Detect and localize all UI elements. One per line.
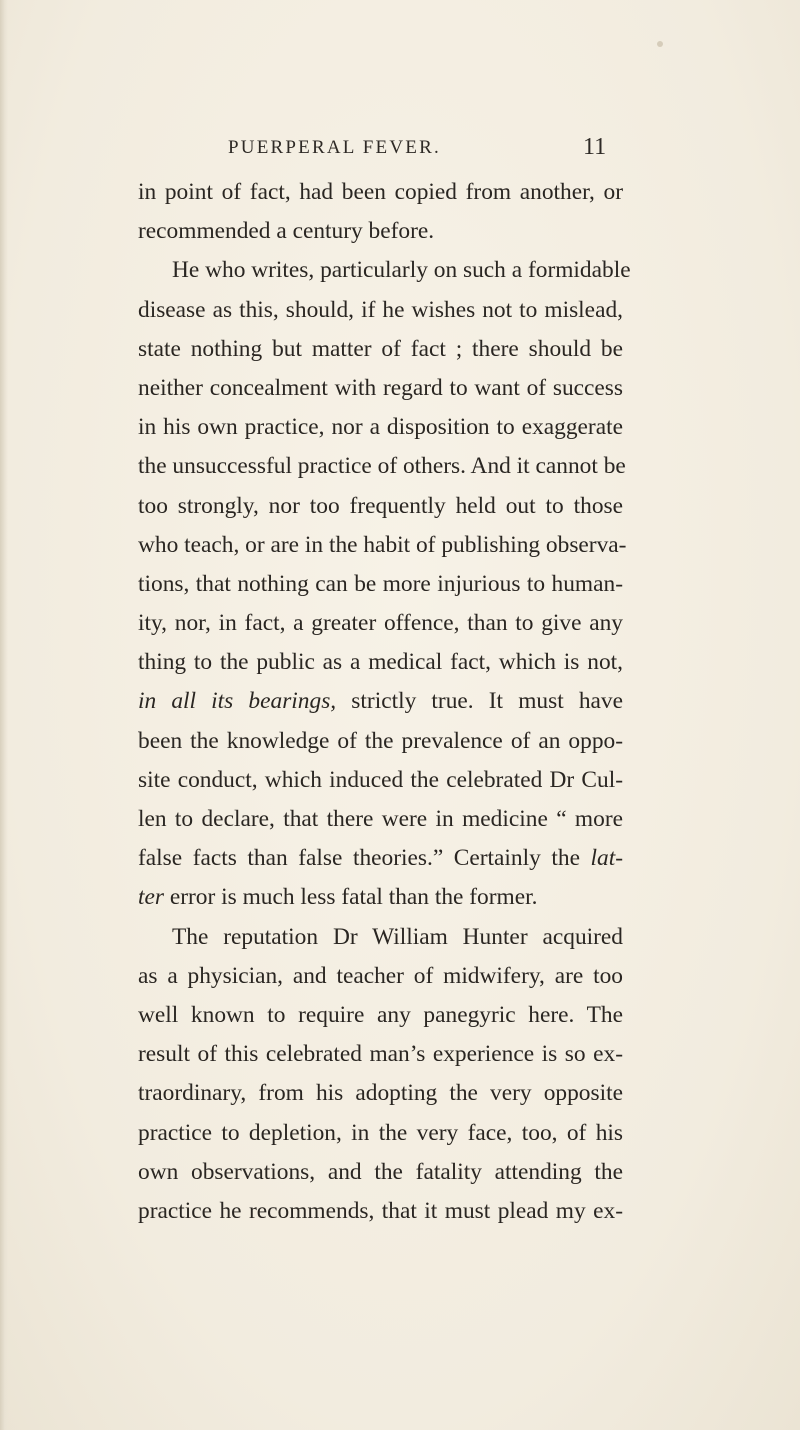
text-line (138, 1074, 623, 1113)
text-line (138, 682, 623, 721)
text-segment: He who writes, particularly on such a formidable (172, 257, 631, 284)
text-line (138, 447, 626, 486)
text-segment: disease as this, should, if he wishes not to mislead, (138, 296, 623, 323)
text-segment: error is much less fatal than the former. (163, 884, 538, 911)
text-segment: practice he recommends, that it must plead my ex- (138, 1197, 623, 1224)
text-line (138, 1192, 623, 1231)
text-segment: thing to the public as a medical fact, which is not, (138, 649, 623, 676)
text-segment: in his own practice, nor a disposition to exaggerate (138, 414, 623, 441)
text-line (138, 839, 623, 878)
text-segment: len to declare, that there were in medicine “ more (138, 806, 623, 832)
running-head: PUERPERAL FEVER. (228, 137, 441, 158)
paper-speck (657, 41, 663, 47)
text-segment: who teach, or are in the habit of publishing observa- (138, 531, 627, 558)
text-line (138, 408, 623, 447)
text-segment: strictly true. It must have (336, 688, 623, 715)
text-line (138, 996, 623, 1035)
text-segment: well known to require any panegyric here. The (138, 1001, 623, 1028)
text-line (138, 800, 623, 839)
body-text (138, 173, 631, 1231)
text-line (138, 957, 623, 996)
page-number: 11 (583, 134, 607, 160)
text-line (138, 251, 631, 290)
text-line (138, 212, 623, 251)
text-segment: too strongly, nor too frequently held out to those (138, 492, 623, 519)
text-segment: own observations, and the fatality attending the (138, 1158, 623, 1185)
italic-text-segment: in all its bearings, (138, 688, 337, 715)
text-line (138, 761, 623, 800)
text-segment: as a physician, and teacher of midwifery, are too (138, 962, 623, 989)
text-segment: in point of fact, had been copied from another, or (138, 179, 623, 205)
text-line (138, 369, 623, 408)
page-gutter-edge (0, 0, 8, 1430)
text-segment: the unsuccessful practice of others. And it cannot be (138, 453, 626, 480)
text-segment: result of this celebrated man’s experience is so ex- (138, 1041, 623, 1068)
text-line (138, 291, 623, 330)
text-line (138, 487, 623, 526)
text-segment: been the knowledge of the prevalence of an oppo- (138, 727, 623, 754)
italic-text-segment: lat- (590, 845, 623, 872)
text-line (138, 1153, 623, 1192)
text-line (138, 918, 623, 957)
text-segment: false facts than false theories.” Certainly the (138, 845, 591, 872)
text-segment: state nothing but matter of fact ; there should be (138, 335, 623, 362)
text-line (138, 173, 623, 212)
text-segment: recommended a century before. (138, 218, 435, 245)
text-line (138, 565, 623, 604)
text-segment: ity, nor, in fact, a greater offence, than to give any (138, 610, 623, 637)
text-line (138, 1114, 623, 1153)
text-segment: site conduct, which induced the celebrated Dr Cul- (138, 766, 623, 793)
text-segment: neither concealment with regard to want of success (138, 374, 623, 401)
text-segment: practice to depletion, in the very face, too, of his (138, 1119, 623, 1146)
text-line (138, 604, 623, 643)
italic-text-segment: ter (138, 884, 164, 911)
text-segment: traordinary, from his adopting the very opposite (138, 1080, 623, 1107)
text-line (138, 643, 623, 682)
text-line (138, 722, 623, 761)
text-segment: tions, that nothing can be more injurious to human- (138, 570, 623, 597)
text-segment: The reputation Dr William Hunter acquired (172, 923, 623, 950)
text-line (138, 1035, 623, 1074)
text-line (138, 526, 627, 565)
text-line (138, 330, 623, 369)
text-line (138, 878, 623, 917)
